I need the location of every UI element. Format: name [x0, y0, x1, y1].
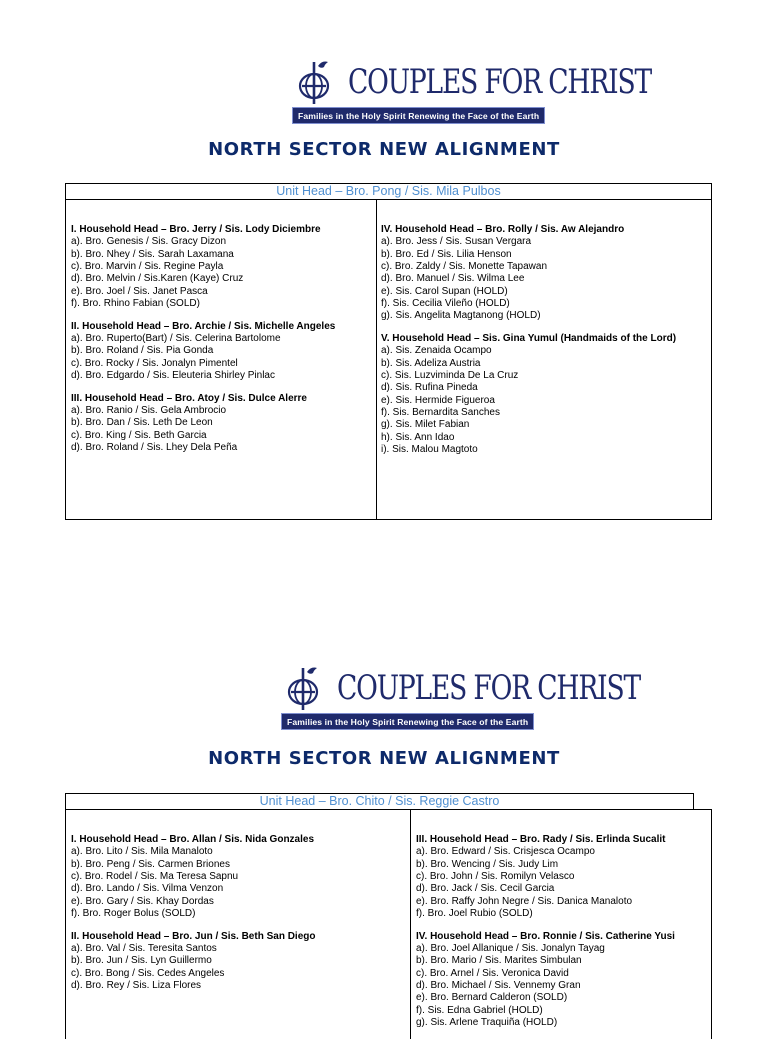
member-line: c). Bro. Arnel / Sis. Veronica David — [416, 967, 569, 979]
member-line: b). Bro. Dan / Sis. Leth De Leon — [71, 417, 213, 429]
member-line: a). Bro. Genesis / Sis. Gracy Dizon — [71, 236, 227, 248]
member-line: a). Bro. Jess / Sis. Susan Vergara — [381, 236, 532, 248]
household-head: V. Household Head – Sis. Gina Yumul (Handmaids of the Lord) — [381, 333, 677, 345]
page-title: NORTH SECTOR NEW ALIGNMENT — [208, 139, 560, 160]
member-line: c). Bro. Marvin / Sis. Regine Payla — [71, 261, 224, 273]
household-head: III. Household Head – Bro. Atoy / Sis. Dulce Alerre — [71, 392, 307, 404]
member-line: f). Sis. Edna Gabriel (HOLD) — [416, 1004, 543, 1016]
member-line: b). Bro. Mario / Sis. Marites Simbulan — [416, 955, 582, 967]
cfc-logo — [281, 664, 641, 734]
member-line: e). Bro. Bernard Calderon (SOLD) — [416, 992, 568, 1004]
member-line: b). Bro. Nhey / Sis. Sarah Laxamana — [71, 248, 234, 260]
member-line: d). Sis. Rufina Pineda — [381, 382, 478, 394]
household-head: II. Household Head – Bro. Archie / Sis. Michelle Angeles — [71, 320, 336, 332]
member-line: e). Sis. Carol Supan (HOLD) — [381, 285, 508, 297]
member-line: e). Bro. Joel / Sis. Janet Pasca — [71, 285, 208, 297]
member-line: c). Bro. Rocky / Sis. Jonalyn Pimentel — [71, 357, 238, 369]
member-line: c). Sis. Luzviminda De La Cruz — [381, 370, 519, 382]
household-group — [71, 931, 411, 993]
member-line: d). Bro. Jack / Sis. Cecil Garcia — [416, 883, 555, 895]
member-line: b). Bro. Wencing / Sis. Judy Lim — [416, 858, 559, 870]
page-title: NORTH SECTOR NEW ALIGNMENT — [208, 748, 560, 769]
member-line: d). Bro. Roland / Sis. Lhey Dela Peña — [71, 442, 238, 454]
member-line: b). Sis. Adeliza Austria — [381, 357, 481, 369]
household-head: IV. Household Head – Bro. Rolly / Sis. Aw Alejandro — [381, 224, 625, 235]
logo-brand-text: COUPLES FOR CHRIST — [348, 62, 652, 102]
member-line: f). Bro. Joel Rubio (SOLD) — [416, 908, 533, 920]
member-line: c). Bro. John / Sis. Romilyn Velasco — [416, 871, 575, 883]
member-line: d). Bro. Michael / Sis. Vennemy Gran — [416, 980, 581, 992]
household-group — [416, 834, 711, 920]
member-line: f). Sis. Bernardita Sanches — [381, 407, 500, 419]
member-line: d). Bro. Rey / Sis. Liza Flores — [71, 980, 202, 992]
member-line: d). Bro. Manuel / Sis. Wilma Lee — [381, 273, 525, 285]
member-line: h). Sis. Ann Idao — [381, 431, 455, 443]
member-line: c). Bro. Bong / Sis. Cedes Angeles — [71, 967, 225, 979]
member-line: a). Bro. Edward / Sis. Crisjesca Ocampo — [416, 846, 595, 858]
member-line: c). Bro. Zaldy / Sis. Monette Tapawan — [381, 261, 548, 273]
household-column-right — [410, 810, 711, 1039]
household-head: III. Household Head – Bro. Rady / Sis. Erlinda Sucalit — [416, 834, 666, 845]
member-line: a). Bro. Ranio / Sis. Gela Ambrocio — [71, 405, 227, 417]
member-line: g). Sis. Arlene Traquiña (HOLD) — [416, 1017, 558, 1029]
member-line: c). Bro. King / Sis. Beth Garcia — [71, 429, 207, 441]
logo-tagline: Families in the Holy Spirit Renewing the Face of the Earth — [281, 713, 534, 730]
unit-head: Unit Head – Bro. Chito / Sis. Reggie Castro — [65, 793, 694, 810]
household-head: I. Household Head – Bro. Jerry / Sis. Lody Diciembre — [71, 224, 321, 235]
member-line: a). Bro. Ruperto(Bart) / Sis. Celerina Bartolome — [71, 333, 281, 345]
member-line: d). Bro. Edgardo / Sis. Eleuteria Shirley Pinlac — [71, 370, 275, 382]
household-table — [65, 809, 712, 1039]
member-line: a). Bro. Joel Allanique / Sis. Jonalyn Tayag — [416, 943, 605, 955]
unit-head: Unit Head – Bro. Pong / Sis. Mila Pulbos — [65, 183, 712, 200]
household-head: I. Household Head – Bro. Allan / Sis. Nida Gonzales — [71, 834, 315, 845]
household-column-left — [66, 810, 411, 1039]
household-head: II. Household Head – Bro. Jun / Sis. Beth San Diego — [71, 930, 316, 942]
member-line: a). Sis. Zenaida Ocampo — [381, 345, 492, 357]
cfc-cross-dove-icon — [281, 664, 333, 712]
member-line: f). Sis. Cecilia Vileño (HOLD) — [381, 298, 510, 310]
member-line: f). Bro. Roger Bolus (SOLD) — [71, 908, 196, 920]
member-line: b). Bro. Ed / Sis. Lilia Henson — [381, 248, 512, 260]
household-head: IV. Household Head – Bro. Ronnie / Sis. Catherine Yusi — [416, 930, 675, 942]
member-line: e). Bro. Gary / Sis. Khay Dordas — [71, 895, 214, 907]
member-line: g). Sis. Angelita Magtanong (HOLD) — [381, 310, 541, 322]
household-group — [71, 834, 411, 920]
member-line: i). Sis. Malou Magtoto — [381, 444, 478, 456]
member-line: g). Sis. Milet Fabian — [381, 419, 470, 431]
member-line: b). Bro. Roland / Sis. Pia Gonda — [71, 345, 214, 357]
member-line: a). Bro. Lito / Sis. Mila Manaloto — [71, 846, 213, 858]
logo-tagline: Families in the Holy Spirit Renewing the Face of the Earth — [292, 107, 545, 124]
member-line: d). Bro. Melvin / Sis.Karen (Kaye) Cruz — [71, 273, 244, 285]
household-group — [416, 931, 711, 1030]
member-line: f). Bro. Rhino Fabian (SOLD) — [71, 298, 200, 310]
member-line: d). Bro. Lando / Sis. Vilma Venzon — [71, 883, 224, 895]
member-line: a). Bro. Val / Sis. Teresita Santos — [71, 943, 217, 955]
member-line: e). Bro. Raffy John Negre / Sis. Danica Manaloto — [416, 895, 633, 907]
logo-brand-text: COUPLES FOR CHRIST — [337, 668, 641, 708]
member-line: c). Bro. Rodel / Sis. Ma Teresa Sapnu — [71, 871, 239, 883]
member-line: b). Bro. Peng / Sis. Carmen Briones — [71, 858, 230, 870]
member-line: b). Bro. Jun / Sis. Lyn Guillermo — [71, 955, 212, 967]
member-line: e). Sis. Hermide Figueroa — [381, 394, 495, 406]
